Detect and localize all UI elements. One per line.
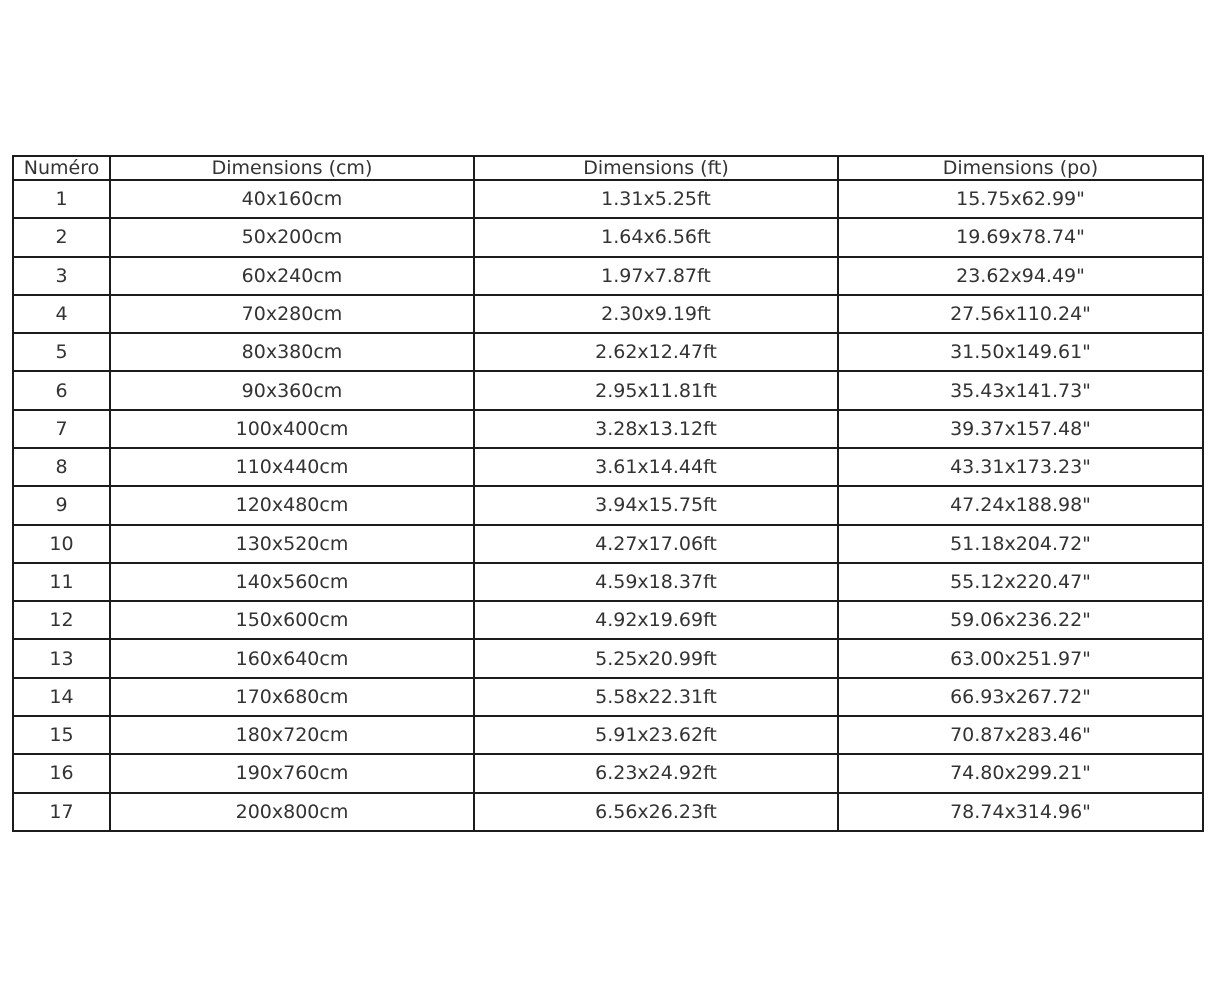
table-row	[13, 295, 1203, 333]
cell-ft: 4.92x19.69ft	[474, 601, 838, 639]
cell-numero: 8	[13, 448, 110, 486]
cell-ft: 6.56x26.23ft	[474, 793, 838, 832]
cell-numero: 5	[13, 333, 110, 371]
cell-cm: 110x440cm	[110, 448, 474, 486]
cell-numero: 14	[13, 678, 110, 716]
cell-ft: 5.58x22.31ft	[474, 678, 838, 716]
cell-ft: 5.25x20.99ft	[474, 639, 838, 677]
cell-po: 51.18x204.72"	[838, 525, 1203, 563]
cell-ft: 6.23x24.92ft	[474, 754, 838, 792]
cell-numero: 12	[13, 601, 110, 639]
cell-ft: 3.28x13.12ft	[474, 410, 838, 448]
table-row	[13, 639, 1203, 677]
column-header-cm: Dimensions (cm)	[110, 156, 474, 180]
cell-cm: 60x240cm	[110, 257, 474, 295]
table-row	[13, 563, 1203, 601]
cell-ft: 1.97x7.87ft	[474, 257, 838, 295]
cell-po: 59.06x236.22"	[838, 601, 1203, 639]
cell-numero: 3	[13, 257, 110, 295]
cell-po: 43.31x173.23"	[838, 448, 1203, 486]
table-row	[13, 486, 1203, 524]
table-row	[13, 716, 1203, 754]
cell-po: 63.00x251.97"	[838, 639, 1203, 677]
table-row	[13, 410, 1203, 448]
table-row	[13, 333, 1203, 371]
table-row	[13, 601, 1203, 639]
cell-cm: 180x720cm	[110, 716, 474, 754]
cell-ft: 2.95x11.81ft	[474, 371, 838, 409]
cell-po: 35.43x141.73"	[838, 371, 1203, 409]
cell-numero: 2	[13, 218, 110, 256]
table-row	[13, 754, 1203, 792]
cell-ft: 1.31x5.25ft	[474, 180, 838, 218]
cell-numero: 15	[13, 716, 110, 754]
header-row	[13, 156, 1203, 180]
cell-numero: 16	[13, 754, 110, 792]
cell-po: 39.37x157.48"	[838, 410, 1203, 448]
cell-po: 19.69x78.74"	[838, 218, 1203, 256]
cell-cm: 150x600cm	[110, 601, 474, 639]
cell-cm: 80x380cm	[110, 333, 474, 371]
cell-ft: 4.27x17.06ft	[474, 525, 838, 563]
table-row	[13, 448, 1203, 486]
cell-numero: 17	[13, 793, 110, 832]
cell-numero: 6	[13, 371, 110, 409]
cell-numero: 11	[13, 563, 110, 601]
cell-cm: 170x680cm	[110, 678, 474, 716]
table-row	[13, 793, 1203, 832]
cell-po: 47.24x188.98"	[838, 486, 1203, 524]
cell-cm: 90x360cm	[110, 371, 474, 409]
cell-cm: 160x640cm	[110, 639, 474, 677]
cell-numero: 1	[13, 180, 110, 218]
cell-cm: 50x200cm	[110, 218, 474, 256]
column-header-ft: Dimensions (ft)	[474, 156, 838, 180]
column-header-po: Dimensions (po)	[838, 156, 1203, 180]
table-header	[13, 156, 1203, 180]
column-header-numero: Numéro	[13, 156, 110, 180]
cell-po: 74.80x299.21"	[838, 754, 1203, 792]
cell-numero: 13	[13, 639, 110, 677]
cell-po: 15.75x62.99"	[838, 180, 1203, 218]
cell-cm: 100x400cm	[110, 410, 474, 448]
table-row	[13, 678, 1203, 716]
cell-po: 78.74x314.96"	[838, 793, 1203, 832]
cell-cm: 120x480cm	[110, 486, 474, 524]
cell-ft: 5.91x23.62ft	[474, 716, 838, 754]
cell-ft: 3.61x14.44ft	[474, 448, 838, 486]
cell-po: 55.12x220.47"	[838, 563, 1203, 601]
cell-numero: 4	[13, 295, 110, 333]
cell-po: 66.93x267.72"	[838, 678, 1203, 716]
cell-numero: 7	[13, 410, 110, 448]
cell-cm: 40x160cm	[110, 180, 474, 218]
cell-ft: 3.94x15.75ft	[474, 486, 838, 524]
cell-cm: 190x760cm	[110, 754, 474, 792]
cell-ft: 1.64x6.56ft	[474, 218, 838, 256]
table-row	[13, 371, 1203, 409]
cell-cm: 70x280cm	[110, 295, 474, 333]
cell-numero: 9	[13, 486, 110, 524]
table-body	[13, 180, 1203, 831]
cell-ft: 2.62x12.47ft	[474, 333, 838, 371]
cell-po: 27.56x110.24"	[838, 295, 1203, 333]
cell-cm: 200x800cm	[110, 793, 474, 832]
table-row	[13, 257, 1203, 295]
cell-ft: 2.30x9.19ft	[474, 295, 838, 333]
cell-po: 70.87x283.46"	[838, 716, 1203, 754]
table-row	[13, 180, 1203, 218]
cell-ft: 4.59x18.37ft	[474, 563, 838, 601]
cell-cm: 130x520cm	[110, 525, 474, 563]
cell-cm: 140x560cm	[110, 563, 474, 601]
cell-po: 23.62x94.49"	[838, 257, 1203, 295]
cell-po: 31.50x149.61"	[838, 333, 1203, 371]
table-row	[13, 218, 1203, 256]
table-row	[13, 525, 1203, 563]
dimensions-conversion-table	[12, 155, 1204, 832]
cell-numero: 10	[13, 525, 110, 563]
